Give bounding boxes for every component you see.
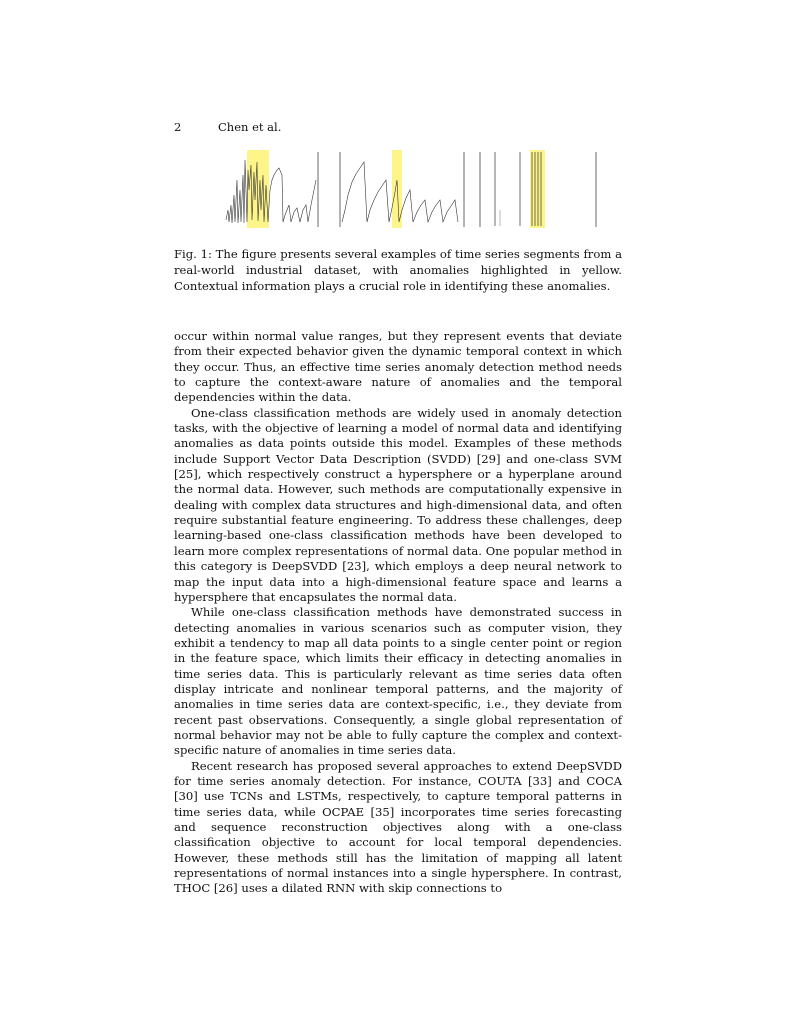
page-number: 2 — [174, 120, 182, 134]
time-series-panel-3 — [480, 150, 596, 228]
figure-caption: Fig. 1: The figure presents several examples of time series segments from a real-world industrial dataset, with anomalies highlighted in yellow. Contextual information plays a crucial role in identifying these anomalies. — [174, 247, 622, 293]
paragraph-2: One-class classification methods are widely used in anomaly detection tasks, with the objective of learning a model of normal data and identifying anomalies as data points outside this model. Examples of these methods include Support Vector Data Description (SVDD) [29] and one-class SVM [25], which respectively construct a hypersphere or a hyperplane around the normal data. However, such methods are computationally expensive in dealing with complex data structures and high-dimensional data, and often require substantial feature engineering. To address these challenges, deep learning-based one-class classification methods have been developed to learn more complex representations of normal data. One popular method in this category is DeepSVDD [23], which employs a deep neural network to map the input data into a high-dimensional feature space and learns a hypersphere that encapsulates the normal data. — [174, 405, 622, 604]
series-line-1 — [226, 160, 316, 223]
body-text — [174, 329, 622, 897]
paragraph-1: occur within normal value ranges, but they represent events that deviate from their expected behavior given the dynamic temporal context in which they occur. Thus, an effective time series anomaly detection method needs to capture the context-aware nature of anomalies and the temporal dependencies within the data. — [174, 329, 622, 405]
paragraph-4: Recent research has proposed several approaches to extend DeepSVDD for time series anomaly detection. For instance, COUTA [33] and COCA [30] use TCNs and LSTMs, respectively, to capture temporal patterns in time series data, while OCPAE [35] incorporates time series forecasting and sequence reconstruction objectives along with a one-class classification objective to account for local temporal dependencies. However, these methods still has the limitation of mapping all latent representations of normal instances into a single hypersphere. In contrast, THOC [26] uses a dilated RNN with skip connections to — [174, 758, 622, 896]
figure-1 — [224, 150, 598, 228]
time-series-figure — [224, 150, 598, 228]
running-header-authors: Chen et al. — [218, 120, 282, 134]
paragraph-3: While one-class classification methods have demonstrated success in detecting anomalies in various scenarios such as computer vision, they exhibit a tendency to map all data points to a single center point or region in the feature space, which limits their efficacy in detecting anomalies in time series data. This is particularly relevant as time series data often display intricate and nonlinear temporal patterns, and the majority of anomalies in time series data are context-specific, i.e., they deviate from recent past observations. Consequently, a single global representation of normal behavior may not be able to fully capture the complex and context-specific nature of anomalies in time series data. — [174, 605, 622, 758]
running-header — [174, 120, 281, 134]
time-series-panel-2 — [340, 150, 464, 228]
time-series-panel-1 — [226, 150, 318, 228]
